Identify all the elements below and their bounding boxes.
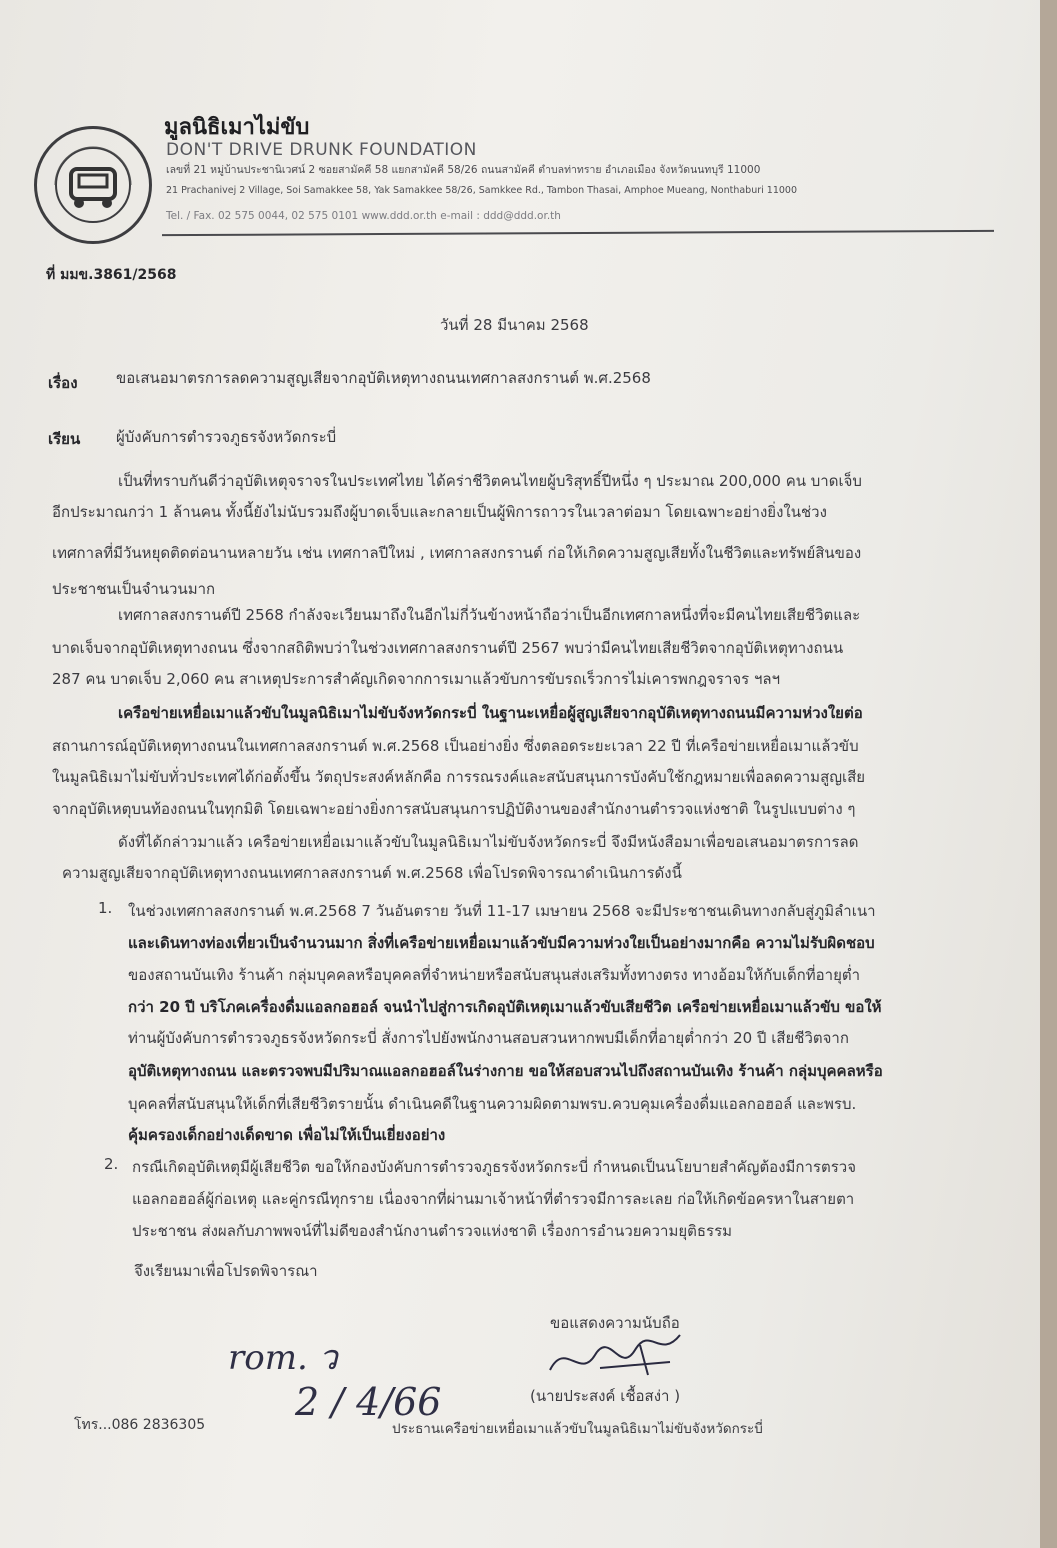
header-divider (162, 230, 994, 236)
reference-number: ที่ มมข.3861/2568 (46, 267, 177, 283)
telephone: โทร...086 2836305 (74, 1417, 206, 1433)
to-text: ผู้บังคับการตำรวจภูธรจังหวัดกระบี่ (116, 428, 337, 446)
item-number: 2. (104, 1155, 119, 1173)
item-line: ในช่วงเทศกาลสงกรานต์ พ.ศ.2568 7 วันอันตราย วันที่ 11-17 เมษายน 2568 จะมีประชาชนเดินทางกลับสู่ภูมิลำเนา (128, 902, 876, 920)
org-english-name: DON'T DRIVE DRUNK FOUNDATION (166, 140, 477, 160)
item-line: ประชาชน ส่งผลกับภาพพจน์ที่ไม่ดีของสำนักงานตำรวจแห่งชาติ เรื่องการอำนวยความยุติธรรม (132, 1222, 733, 1240)
body-line: ดังที่ได้กล่าวมาแล้ว เครือข่ายเหยื่อเมาแล้วขับในมูลนิธิเมาไม่ขับจังหวัดกระบี่ จึงมีหนังสือมาเพื่อขอเสนอมาตรการลด (118, 833, 859, 851)
body-line: ความสูญเสียจากอุบัติเหตุทางถนนเทศกาลสงกรานต์ พ.ศ.2568 เพื่อโปรดพิจารณาดำเนินการดังนี้ (62, 864, 682, 882)
body-line: บาดเจ็บจากอุบัติเหตุทางถนน ซึ่งจากสถิติพบว่าในช่วงเทศกาลสงกรานต์ปี 2567 พบว่ามีคนไทยเสียชีวิตจากอุบัติเหตุทางถนน (52, 639, 844, 657)
to-label: เรียน (48, 430, 81, 448)
body-line: ในมูลนิธิเมาไม่ขับทั่วประเทศได้ก่อตั้งขึ้น วัตถุประสงค์หลักคือ การรณรงค์และสนับสนุนการบังคับใช้กฎหมายเพื่อลดความสูญเสีย (52, 768, 866, 786)
body-line: เทศกาลสงกรานต์ปี 2568 กำลังจะเวียนมาถึงในอีกไม่กี่วันข้างหน้าถือว่าเป็นอีกเทศกาลหนึ่งที่จะมีคนไทยเสียชีวิตและ (118, 606, 861, 624)
item-line: กรณีเกิดอุบัติเหตุมีผู้เสียชีวิต ขอให้กองบังคับการตำรวจภูธรจังหวัดกระบี่ กำหนดเป็นนโยบายสำคัญต้องมีการตรวจ (132, 1158, 856, 1176)
letter-date: วันที่ 28 มีนาคม 2568 (440, 316, 589, 334)
body-line: จากอุบัติเหตุบนท้องถนนในทุกมิติ โดยเฉพาะอย่างยิ่งการสนับสนุนการปฏิบัติงานของสำนักงานตำรวจแห่งชาติ ในรูปแบบต่าง ๆ (52, 800, 856, 818)
body-line: ประชาชนเป็นจำนวนมาก (52, 580, 216, 598)
body-line: เครือข่ายเหยื่อเมาแล้วขับในมูลนิธิเมาไม่ขับจังหวัดกระบี่ ในฐานะเหยื่อผู้สูญเสียจากอุบัติเหตุทางถนนมีความห่วงใยต่อ (118, 704, 863, 722)
closing-text: จึงเรียนมาเพื่อโปรดพิจารณา (134, 1262, 318, 1280)
foundation-logo (34, 126, 152, 244)
item-line: ท่านผู้บังคับการตำรวจภูธรจังหวัดกระบี่ สั่งการไปยังพนักงานสอบสวนหากพบมีเด็กที่อายุต่ำกว่า 20 ปี เสียชีวิตจาก (128, 1029, 849, 1047)
contact-line: Tel. / Fax. 02 575 0044, 02 575 0101 www.ddd.or.th e-mail : ddd@ddd.or.th (166, 210, 561, 222)
item-line: อุบัติเหตุทางถนน และตรวจพบมีปริมาณแอลกอฮอล์ในร่างกาย ขอให้สอบสวนไปถึงสถานบันเทิง ร้านค้า กลุ่มบุคคลหรือ (128, 1062, 883, 1080)
body-line: อีกประมาณกว่า 1 ล้านคน ทั้งนี้ยังไม่นับรวมถึงผู้บาดเจ็บและกลายเป็นผู้พิการถาวรในเวลาต่อมา โดยเฉพาะอย่างยิ่งในช่วง (52, 503, 827, 521)
body-line: สถานการณ์อุบัติเหตุทางถนนในเทศกาลสงกรานต์ พ.ศ.2568 เป็นอย่างยิ่ง ซึ่งตลอดระยะเวลา 22 ปี ที่เครือข่ายเหยื่อเมาแล้วขับ (52, 737, 859, 755)
item-line: กว่า 20 ปี บริโภคเครื่องดื่มแอลกอฮอล์ จนนำไปสู่การเกิดอุบัติเหตุเมาแล้วขับเสียชีวิต เครือข่ายเหยื่อเมาแล้วขับ ขอให้ (128, 998, 882, 1016)
car-logo-icon (37, 129, 149, 241)
signer-title: ประธานเครือข่ายเหยื่อเมาแล้วขับในมูลนิธิเมาไม่ขับจังหวัดกระบี่ (392, 1421, 763, 1437)
signer-name: (นายประสงค์ เชื้อสง่า ) (530, 1387, 681, 1405)
item-line: และเดินทางท่องเที่ยวเป็นจำนวนมาก สิ่งที่เครือข่ายเหยื่อเมาแล้วขับมีความห่วงใยเป็นอย่างมากคือ ความไม่รับผิดชอบ (128, 934, 875, 952)
handwritten-note: rom. ว (228, 1338, 338, 1378)
org-thai-name: มูลนิธิเมาไม่ขับ (164, 115, 310, 140)
signature (540, 1330, 690, 1390)
address-english: 21 Prachanivej 2 Village, Soi Samakkee 58, Yak Samakkee 58/26, Samkkee Rd., Tambon Thasai, Amphoe Mueang, Nonthaburi 11000 (166, 185, 797, 196)
body-line: เป็นที่ทราบกันดีว่าอุบัติเหตุจราจรในประเทศไทย ได้คร่าชีวิตคนไทยผู้บริสุทธิ์ปีหนึ่ง ๆ ประมาณ 200,000 คน บาดเจ็บ (118, 472, 862, 490)
address-thai: เลขที่ 21 หมู่บ้านประชานิเวศน์ 2 ซอยสามัคคี 58 แยกสามัคคี 58/26 ถนนสามัคคี ตำบลท่าทราย อำเภอเมือง จังหวัดนนทบุรี 11000 (166, 164, 761, 176)
regards-text: ขอแสดงความนับถือ (550, 1314, 680, 1332)
page-edge-background (1040, 0, 1057, 1548)
item-line: แอลกอฮอล์ผู้ก่อเหตุ และคู่กรณีทุกราย เนื่องจากที่ผ่านมาเจ้าหน้าที่ตำรวจมีการละเลย ก่อให้เกิดข้อครหาในสายตา (132, 1190, 855, 1208)
subject-text: ขอเสนอมาตรการลดความสูญเสียจากอุบัติเหตุทางถนนเทศกาลสงกรานต์ พ.ศ.2568 (116, 369, 651, 387)
item-line: บุคคลที่สนับสนุนให้เด็กที่เสียชีวิตรายนั้น ดำเนินคดีในฐานความผิดตามพรบ.ควบคุมเครื่องดื่มแอลกอฮอล์ และพรบ. (128, 1095, 857, 1113)
body-line: 287 คน บาดเจ็บ 2,060 คน สาเหตุประการสำคัญเกิดจากการเมาแล้วขับการขับรถเร็วการไม่เคารพกฎจราจร ฯลฯ (52, 670, 781, 688)
body-line: เทศกาลที่มีวันหยุดติดต่อนานหลายวัน เช่น เทศกาลปีใหม่ , เทศกาลสงกรานต์ ก่อให้เกิดความสูญเสียทั้งในชีวิตและทรัพย์สินของ (52, 544, 862, 562)
subject-label: เรื่อง (48, 374, 78, 392)
item-line: คุ้มครองเด็กอย่างเด็ดขาด เพื่อไม่ให้เป็นเยี่ยงอย่าง (128, 1126, 446, 1144)
item-line: ของสถานบันเทิง ร้านค้า กลุ่มบุคคลหรือบุคคลที่จำหน่ายหรือสนับสนุนส่งเสริมทั้งทางตรง ทางอ้อมให้กับเด็กที่อายุต่ำ (128, 966, 861, 984)
item-number: 1. (98, 899, 113, 917)
handwritten-date: 2 / 4/66 (295, 1380, 442, 1424)
